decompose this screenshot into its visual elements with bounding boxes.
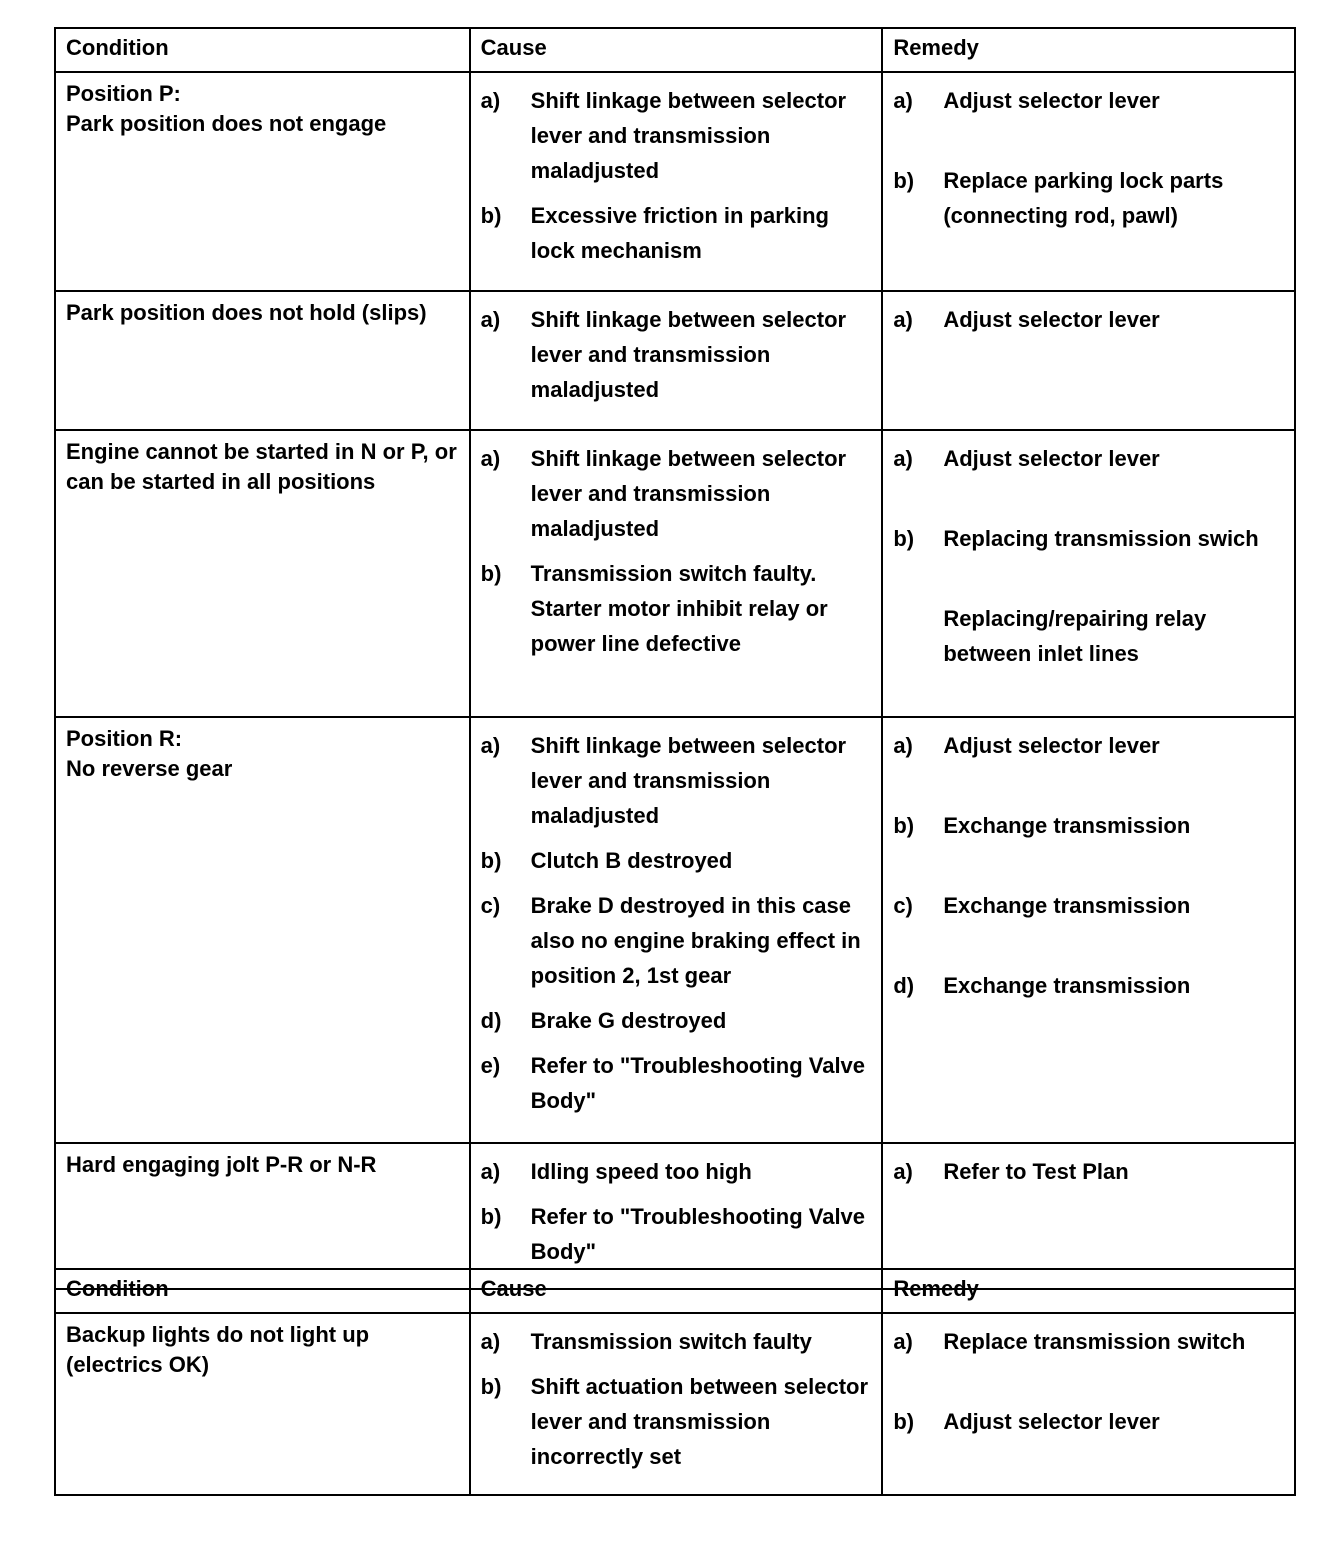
- condition-cell: [55, 72, 470, 291]
- cause-item: [481, 1003, 874, 1038]
- cause-label: a): [480, 1329, 501, 1354]
- condition-text: Backup lights do not light up (electrics OK): [66, 1322, 370, 1377]
- table-header-row: [55, 1269, 1295, 1313]
- remedy-cell: [882, 717, 1295, 1143]
- table-header-row: [55, 28, 1295, 72]
- cause-text: Refer to "Troubleshooting Valve Body": [530, 1204, 866, 1264]
- cause-cell: [470, 72, 883, 291]
- remedy-text: Replacing/repairing relay between inlet lines: [943, 606, 1207, 666]
- cause-text: Idling speed too high: [530, 1159, 752, 1184]
- header-cause: Cause: [470, 1269, 883, 1313]
- remedy-text: Refer to Test Plan: [943, 1159, 1129, 1184]
- remedy-cell: [882, 72, 1295, 291]
- remedy-text: Replacing transmission swich: [943, 526, 1259, 551]
- cause-text: Clutch B destroyed: [530, 848, 733, 873]
- cause-text: Shift linkage between selector lever and transmission maladjusted: [530, 446, 847, 541]
- remedy-item: [893, 1404, 1286, 1439]
- cause-label: b): [480, 848, 502, 873]
- cause-label: c): [480, 893, 501, 918]
- remedy-label: [893, 601, 943, 671]
- cause-item: [481, 843, 874, 878]
- cause-text: Shift linkage between selector lever and transmission maladjusted: [530, 307, 847, 402]
- remedy-label: a): [893, 307, 913, 332]
- table-row: [55, 72, 1295, 291]
- remedy-cell: [882, 1313, 1295, 1495]
- cause-label: a): [480, 446, 501, 471]
- remedy-label: b): [893, 168, 915, 193]
- condition-cell: [55, 1313, 470, 1495]
- cause-item: [481, 83, 874, 188]
- cause-cell: [470, 1313, 883, 1495]
- cause-item: [481, 728, 874, 833]
- remedy-text: Adjust selector lever: [943, 733, 1160, 758]
- condition-text: No reverse gear: [66, 756, 233, 781]
- cause-text: Brake G destroyed: [530, 1008, 727, 1033]
- cause-label: a): [480, 1159, 501, 1184]
- cause-item: [481, 1199, 874, 1269]
- cause-text: Transmission switch faulty: [530, 1329, 812, 1354]
- condition-text: Hard engaging jolt P-R or N-R: [66, 1152, 377, 1177]
- remedy-cell: [882, 430, 1295, 717]
- remedy-text: Replace parking lock parts (connecting rod, pawl): [943, 168, 1224, 228]
- cause-text: Brake D destroyed in this case also no engine braking effect in position 2, 1st gear: [530, 893, 861, 988]
- cause-label: a): [480, 733, 501, 758]
- cause-item: [481, 1154, 874, 1189]
- cause-label: b): [480, 1374, 502, 1399]
- cause-text: Shift linkage between selector lever and transmission maladjusted: [530, 733, 847, 828]
- remedy-text: Replace transmission switch: [943, 1329, 1246, 1354]
- condition-text: Engine cannot be started in N or P, or can be started in all positions: [66, 439, 457, 494]
- remedy-item: [893, 1154, 1286, 1189]
- cause-label: e): [480, 1053, 501, 1078]
- remedy-item: [893, 1324, 1286, 1359]
- header-cause: Cause: [470, 28, 883, 72]
- remedy-item: [893, 728, 1286, 763]
- condition-cell: [55, 717, 470, 1143]
- cause-item: [481, 441, 874, 546]
- remedy-label: d): [893, 973, 915, 998]
- remedy-item: [893, 968, 1286, 1003]
- cause-label: b): [480, 203, 502, 228]
- cause-label: a): [480, 88, 501, 113]
- remedy-item: [893, 601, 1286, 671]
- troubleshooting-table-2: [54, 1268, 1296, 1496]
- table-row: [55, 430, 1295, 717]
- cause-item: [481, 198, 874, 268]
- cause-cell: [470, 717, 883, 1143]
- condition-text: Position P:: [66, 81, 181, 106]
- cause-item: [481, 888, 874, 993]
- cause-label: b): [480, 1204, 502, 1229]
- remedy-text: Adjust selector lever: [943, 307, 1160, 332]
- remedy-text: Exchange transmission: [943, 893, 1191, 918]
- remedy-label: c): [893, 893, 913, 918]
- remedy-text: Adjust selector lever: [943, 88, 1160, 113]
- header-remedy: Remedy: [882, 28, 1295, 72]
- table-row: [55, 291, 1295, 430]
- remedy-item: [893, 521, 1286, 556]
- remedy-text: Adjust selector lever: [943, 1409, 1160, 1434]
- header-condition: Condition: [55, 1269, 470, 1313]
- cause-label: a): [480, 307, 501, 332]
- cause-text: Shift linkage between selector lever and transmission maladjusted: [530, 88, 847, 183]
- cause-label: b): [480, 561, 502, 586]
- table-row: [55, 1313, 1295, 1495]
- remedy-label: b): [893, 1409, 915, 1434]
- remedy-label: a): [893, 446, 913, 471]
- remedy-item: [893, 888, 1286, 923]
- cause-text: Refer to "Troubleshooting Valve Body": [530, 1053, 866, 1113]
- remedy-text: Adjust selector lever: [943, 446, 1160, 471]
- condition-cell: [55, 430, 470, 717]
- remedy-text: Exchange transmission: [943, 973, 1191, 998]
- remedy-label: a): [893, 1159, 913, 1184]
- condition-text: Park position does not hold (slips): [66, 300, 427, 325]
- header-condition: Condition: [55, 28, 470, 72]
- remedy-label: a): [893, 1329, 913, 1354]
- cause-item: [481, 302, 874, 407]
- condition-cell: [55, 291, 470, 430]
- remedy-item: [893, 808, 1286, 843]
- cause-cell: [470, 291, 883, 430]
- cause-text: Transmission switch faulty. Starter motor inhibit relay or power line defective: [530, 561, 828, 656]
- cause-item: [481, 556, 874, 661]
- remedy-label: a): [893, 88, 913, 113]
- cause-label: d): [480, 1008, 502, 1033]
- condition-text: Park position does not engage: [66, 111, 387, 136]
- table-row: [55, 717, 1295, 1143]
- cause-item: [481, 1048, 874, 1118]
- remedy-item: [893, 302, 1286, 337]
- troubleshooting-table-1: [54, 27, 1296, 1290]
- remedy-item: [893, 83, 1286, 118]
- remedy-item: [893, 163, 1286, 233]
- header-remedy: Remedy: [882, 1269, 1295, 1313]
- remedy-label: b): [893, 813, 915, 838]
- remedy-label: b): [893, 526, 915, 551]
- cause-text: Shift actuation between selector lever and transmission incorrectly set: [530, 1374, 869, 1469]
- cause-item: [481, 1324, 874, 1359]
- cause-cell: [470, 430, 883, 717]
- remedy-text: Exchange transmission: [943, 813, 1191, 838]
- cause-item: [481, 1369, 874, 1474]
- remedy-item: [893, 441, 1286, 476]
- cause-text: Excessive friction in parking lock mechanism: [530, 203, 829, 263]
- remedy-cell: [882, 291, 1295, 430]
- condition-text: Position R:: [66, 726, 183, 751]
- remedy-label: a): [893, 733, 913, 758]
